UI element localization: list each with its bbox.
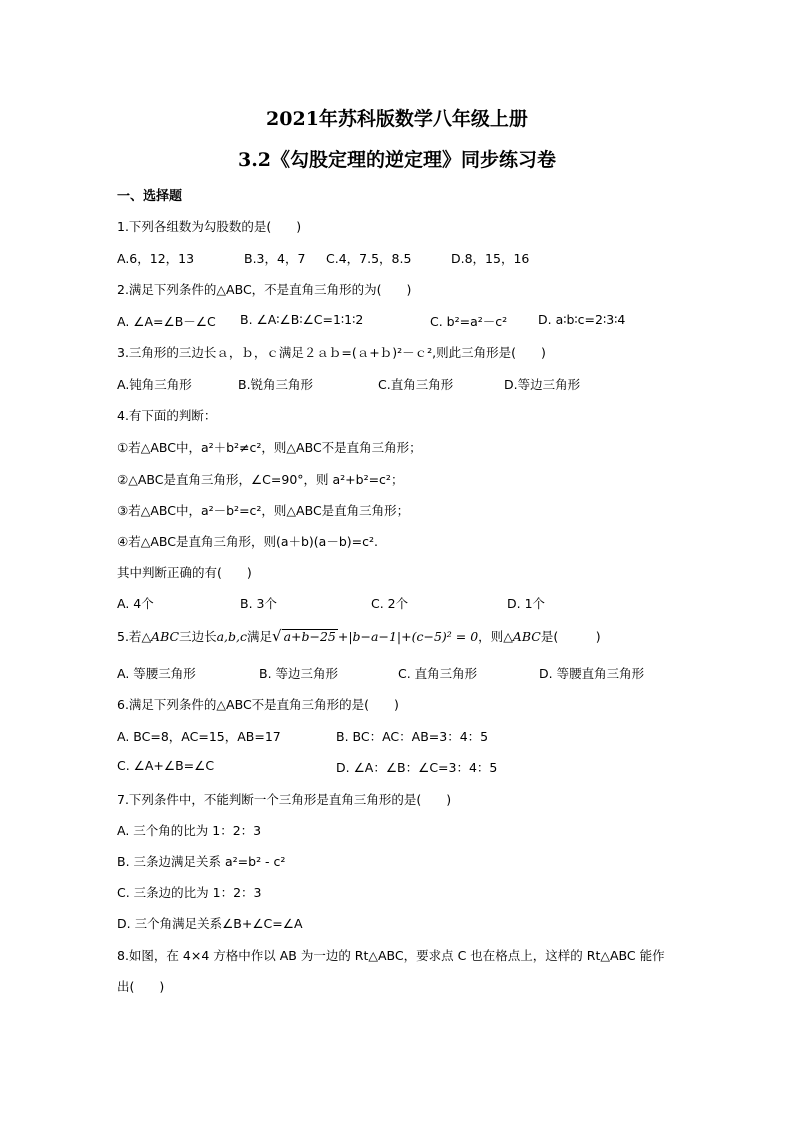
question-3-option-b: B.锐角三角形 [238, 377, 314, 392]
question-7-option-d: D. 三个角满足关系∠B+∠C=∠A [117, 916, 303, 931]
question-7-stem: 7.下列条件中，不能判断一个三角形是直角三角形的是( ) [117, 792, 452, 807]
document-title: 2021年苏科版数学八年级上册 [266, 108, 528, 130]
question-5-condition: 满足 [246, 629, 272, 644]
question-4-ask: 其中判断正确的有( ) [117, 565, 252, 580]
question-1-option-a: A.6，12，13 [117, 251, 195, 266]
question-5-radicand: a+b−25 [283, 629, 336, 644]
question-2-option-c: C. b²=a²－c² [430, 314, 508, 329]
question-4-statement-2: ②△ABC是直角三角形，∠C=90°，则 a²+b²=c²； [117, 472, 404, 487]
question-6-option-a: A. BC=8，AC=15，AB=17 [117, 729, 281, 744]
question-4-option-d: D. 1个 [507, 596, 546, 611]
radical-sign-icon: √ [272, 627, 282, 645]
question-1-option-d: D.8，15，16 [451, 251, 530, 266]
question-1-option-c: C.4，7.5，8.5 [326, 251, 412, 266]
question-2-option-d: D. a∶b∶c=2∶3∶4 [538, 312, 626, 327]
question-5-option-a: A. 等腰三角形 [117, 666, 196, 681]
question-1-stem: 1.下列各组数为勾股数的是( ) [117, 219, 302, 234]
document-subtitle: 3.2《勾股定理的逆定理》同步练习卷 [237, 149, 557, 171]
question-4-stem: 4.有下面的判断： [117, 408, 217, 423]
question-5-triangle: △ABC [141, 629, 180, 644]
question-6-option-d: D. ∠A：∠B：∠C=3：4：5 [336, 760, 498, 775]
question-2-option-b: B. ∠A∶∠B∶∠C=1∶1∶2 [240, 312, 364, 327]
question-5-stem [117, 627, 601, 645]
question-5-end: 是( ) [540, 629, 601, 644]
question-4-statement-4: ④若△ABC是直角三角形，则(a＋b)(a－b)=c². [117, 534, 378, 549]
question-6-stem: 6.满足下列条件的△ABC不是直角三角形的是( ) [117, 697, 399, 712]
question-5-equation-rest: +|b−a−1|+(c−5)² = 0 [337, 629, 479, 644]
question-8-stem-line-2: 出( ) [117, 979, 165, 994]
question-5-prefix: 5.若 [117, 629, 142, 644]
question-6-option-b: B. BC：AC：AB=3：4：5 [336, 729, 489, 744]
question-4-statement-3: ③若△ABC中，a²－b²=c²，则△ABC是直角三角形； [117, 503, 410, 518]
question-3-option-d: D.等边三角形 [504, 377, 581, 392]
question-4-option-a: A. 4个 [117, 596, 154, 611]
question-5-option-b: B. 等边三角形 [259, 666, 339, 681]
question-5-triangle-2: △ABC [503, 629, 541, 644]
question-4-option-c: C. 2个 [371, 596, 409, 611]
question-4-statement-1: ①若△ABC中，a²＋b²≠c²，则△ABC不是直角三角形； [117, 440, 422, 455]
question-5-option-d: D. 等腰直角三角形 [539, 666, 645, 681]
question-5-then: ，则 [478, 629, 504, 644]
question-3-option-c: C.直角三角形 [378, 377, 454, 392]
question-7-option-a: A. 三个角的比为 1：2：3 [117, 823, 262, 838]
question-8-stem-line-1: 8.如图，在 4×4 方格中作以 AB 为一边的 Rt△ABC，要求点 C 也在格点上，这样的 Rt△ABC 能作 [117, 948, 665, 963]
section-heading: 一、选择题 [117, 189, 183, 204]
question-7-option-c: C. 三条边的比为 1：2：3 [117, 885, 262, 900]
question-3-stem: 3.三角形的三边长ａ，ｂ，ｃ满足２ａｂ=(ａ+ｂ)²－ｃ²,则此三角形是( ) [117, 345, 546, 360]
question-5-sides-label: 三边长 [179, 629, 217, 644]
question-1-option-b: B.3，4，7 [244, 251, 306, 266]
question-5-option-c: C. 直角三角形 [398, 666, 478, 681]
question-7-option-b: B. 三条边满足关系 a²=b² - c² [117, 854, 286, 869]
question-6-option-c: C. ∠A+∠B=∠C [117, 758, 215, 773]
question-3-option-a: A.钝角三角形 [117, 377, 192, 392]
question-4-option-b: B. 3个 [240, 596, 277, 611]
question-5-vars: a,b,c [216, 629, 247, 644]
question-2-stem: 2.满足下列条件的△ABC，不是直角三角形的为( ) [117, 282, 412, 297]
question-2-option-a: A. ∠A=∠B－∠C [117, 314, 216, 329]
